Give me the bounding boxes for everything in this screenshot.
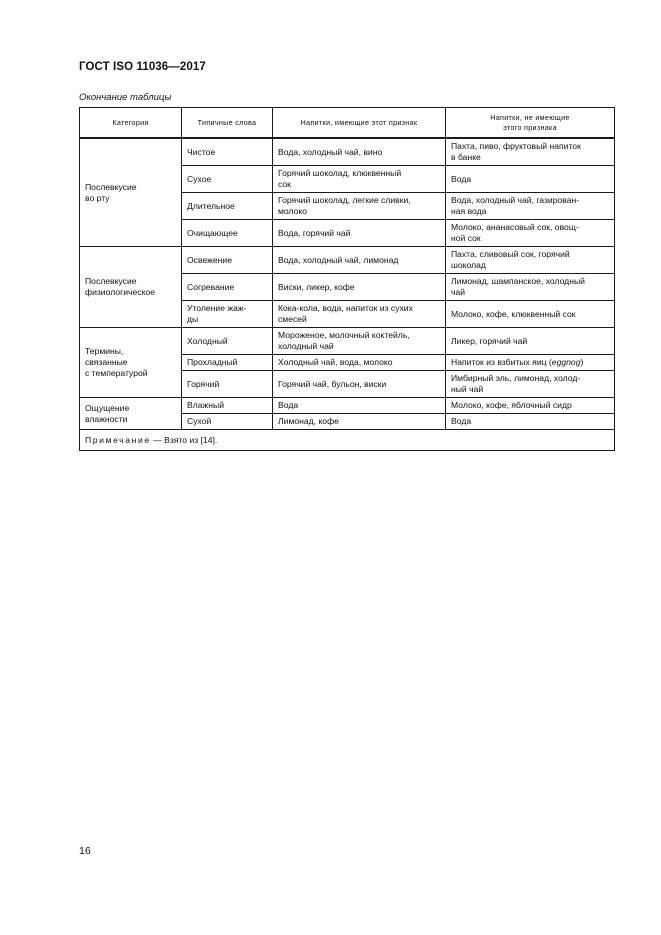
typical-word-cell: Влажный <box>182 398 273 414</box>
page-number: 16 <box>79 845 91 857</box>
typical-word-cell: Чистое <box>182 138 273 166</box>
table-row <box>80 138 615 166</box>
column-header-without-attribute <box>446 108 615 139</box>
with-attribute-cell: Вода, холодный чай, вино <box>273 138 446 166</box>
with-attribute-cell: Горячий шоколад, клюквенный сок <box>273 166 446 193</box>
with-attribute-cell: Вода, холодный чай, лимонад <box>273 247 446 274</box>
category-cell: Ощущение влажности <box>80 398 182 430</box>
without-attribute-cell: Молоко, кофе, клюквенный сок <box>446 301 615 328</box>
category-cell: Послевкусие во рту <box>80 138 182 247</box>
with-attribute-cell: Вода, горячий чай <box>273 220 446 247</box>
typical-word-cell: Длительное <box>182 193 273 220</box>
without-attribute-cell: Молоко, ананасовый сок, овощ- ной сок <box>446 220 615 247</box>
typical-word-cell: Сухой <box>182 414 273 430</box>
typical-word-cell: Согревание <box>182 274 273 301</box>
column-header-without-line: Напитки, не имеющие этого признака <box>490 112 570 132</box>
without-attribute-cell: Ликер, горячий чай <box>446 328 615 355</box>
table-note-row <box>80 430 615 451</box>
without-attribute-cell: Пахта, сливовый сок, горячий шоколад <box>446 247 615 274</box>
without-attribute-cell <box>446 355 615 371</box>
category-cell: Термины, связанные с температурой <box>80 328 182 398</box>
table-row <box>80 247 615 274</box>
typical-word-cell: Холодный <box>182 328 273 355</box>
without-attribute-cell: Имбирный эль, лимонад, холод- ный чай <box>446 371 615 398</box>
with-attribute-cell: Горячий шоколад, легкие сливки, молоко <box>273 193 446 220</box>
table-row <box>80 328 615 355</box>
without-attribute-cell: Вода <box>446 166 615 193</box>
document-header: ГОСТ ISO 11036—2017 <box>79 61 206 73</box>
typical-word-cell: Утоление жаж- ды <box>182 301 273 328</box>
with-attribute-cell: Холодный чай, вода, молоко <box>273 355 446 371</box>
table-caption: Окончание таблицы <box>79 92 172 103</box>
without-attribute-cell: Вода <box>446 414 615 430</box>
with-attribute-cell: Лимонад, кофе <box>273 414 446 430</box>
with-attribute-cell: Горячий чай, бульон, виски <box>273 371 446 398</box>
with-attribute-cell: Виски, ликер, кофе <box>273 274 446 301</box>
note-text: — Взято из [14]. <box>150 434 218 445</box>
without-attribute-cell: Пахта, пиво, фруктовый напиток в банке <box>446 138 615 166</box>
table-header-row <box>80 108 615 139</box>
without-attribute-cell: Молоко, кофе, яблочный сидр <box>446 398 615 414</box>
column-header-category: Категория <box>80 108 182 139</box>
without-attribute-emphasis: eggnog <box>551 357 581 367</box>
typical-word-cell: Горячий <box>182 371 273 398</box>
with-attribute-cell: Вода <box>273 398 446 414</box>
category-cell: Послевкусие физиологическое <box>80 247 182 328</box>
with-attribute-cell: Мороженое, молочный коктейль, холодный чай <box>273 328 446 355</box>
typical-word-cell: Прохладный <box>182 355 273 371</box>
column-header-with-attribute: Напитки, имеющие этот признак <box>273 108 446 139</box>
beverage-attributes-table <box>79 107 615 451</box>
table-row <box>80 398 615 414</box>
without-attribute-cell: Лимонад, шампанское, холодный чай <box>446 274 615 301</box>
note-label: Примечание <box>85 434 151 445</box>
typical-word-cell: Сухое <box>182 166 273 193</box>
without-attribute-text: Напиток из взбитых яиц ( <box>451 357 552 367</box>
column-header-typical-words: Типичные слова <box>182 108 273 139</box>
without-attribute-cell: Вода, холодный чай, газирован- ная вода <box>446 193 615 220</box>
typical-word-cell: Очищающее <box>182 220 273 247</box>
typical-word-cell: Освежение <box>182 247 273 274</box>
table-note <box>80 430 615 451</box>
without-attribute-suffix: ) <box>580 357 584 367</box>
with-attribute-cell: Кока-кола, вода, напиток из сухих смесей <box>273 301 446 328</box>
